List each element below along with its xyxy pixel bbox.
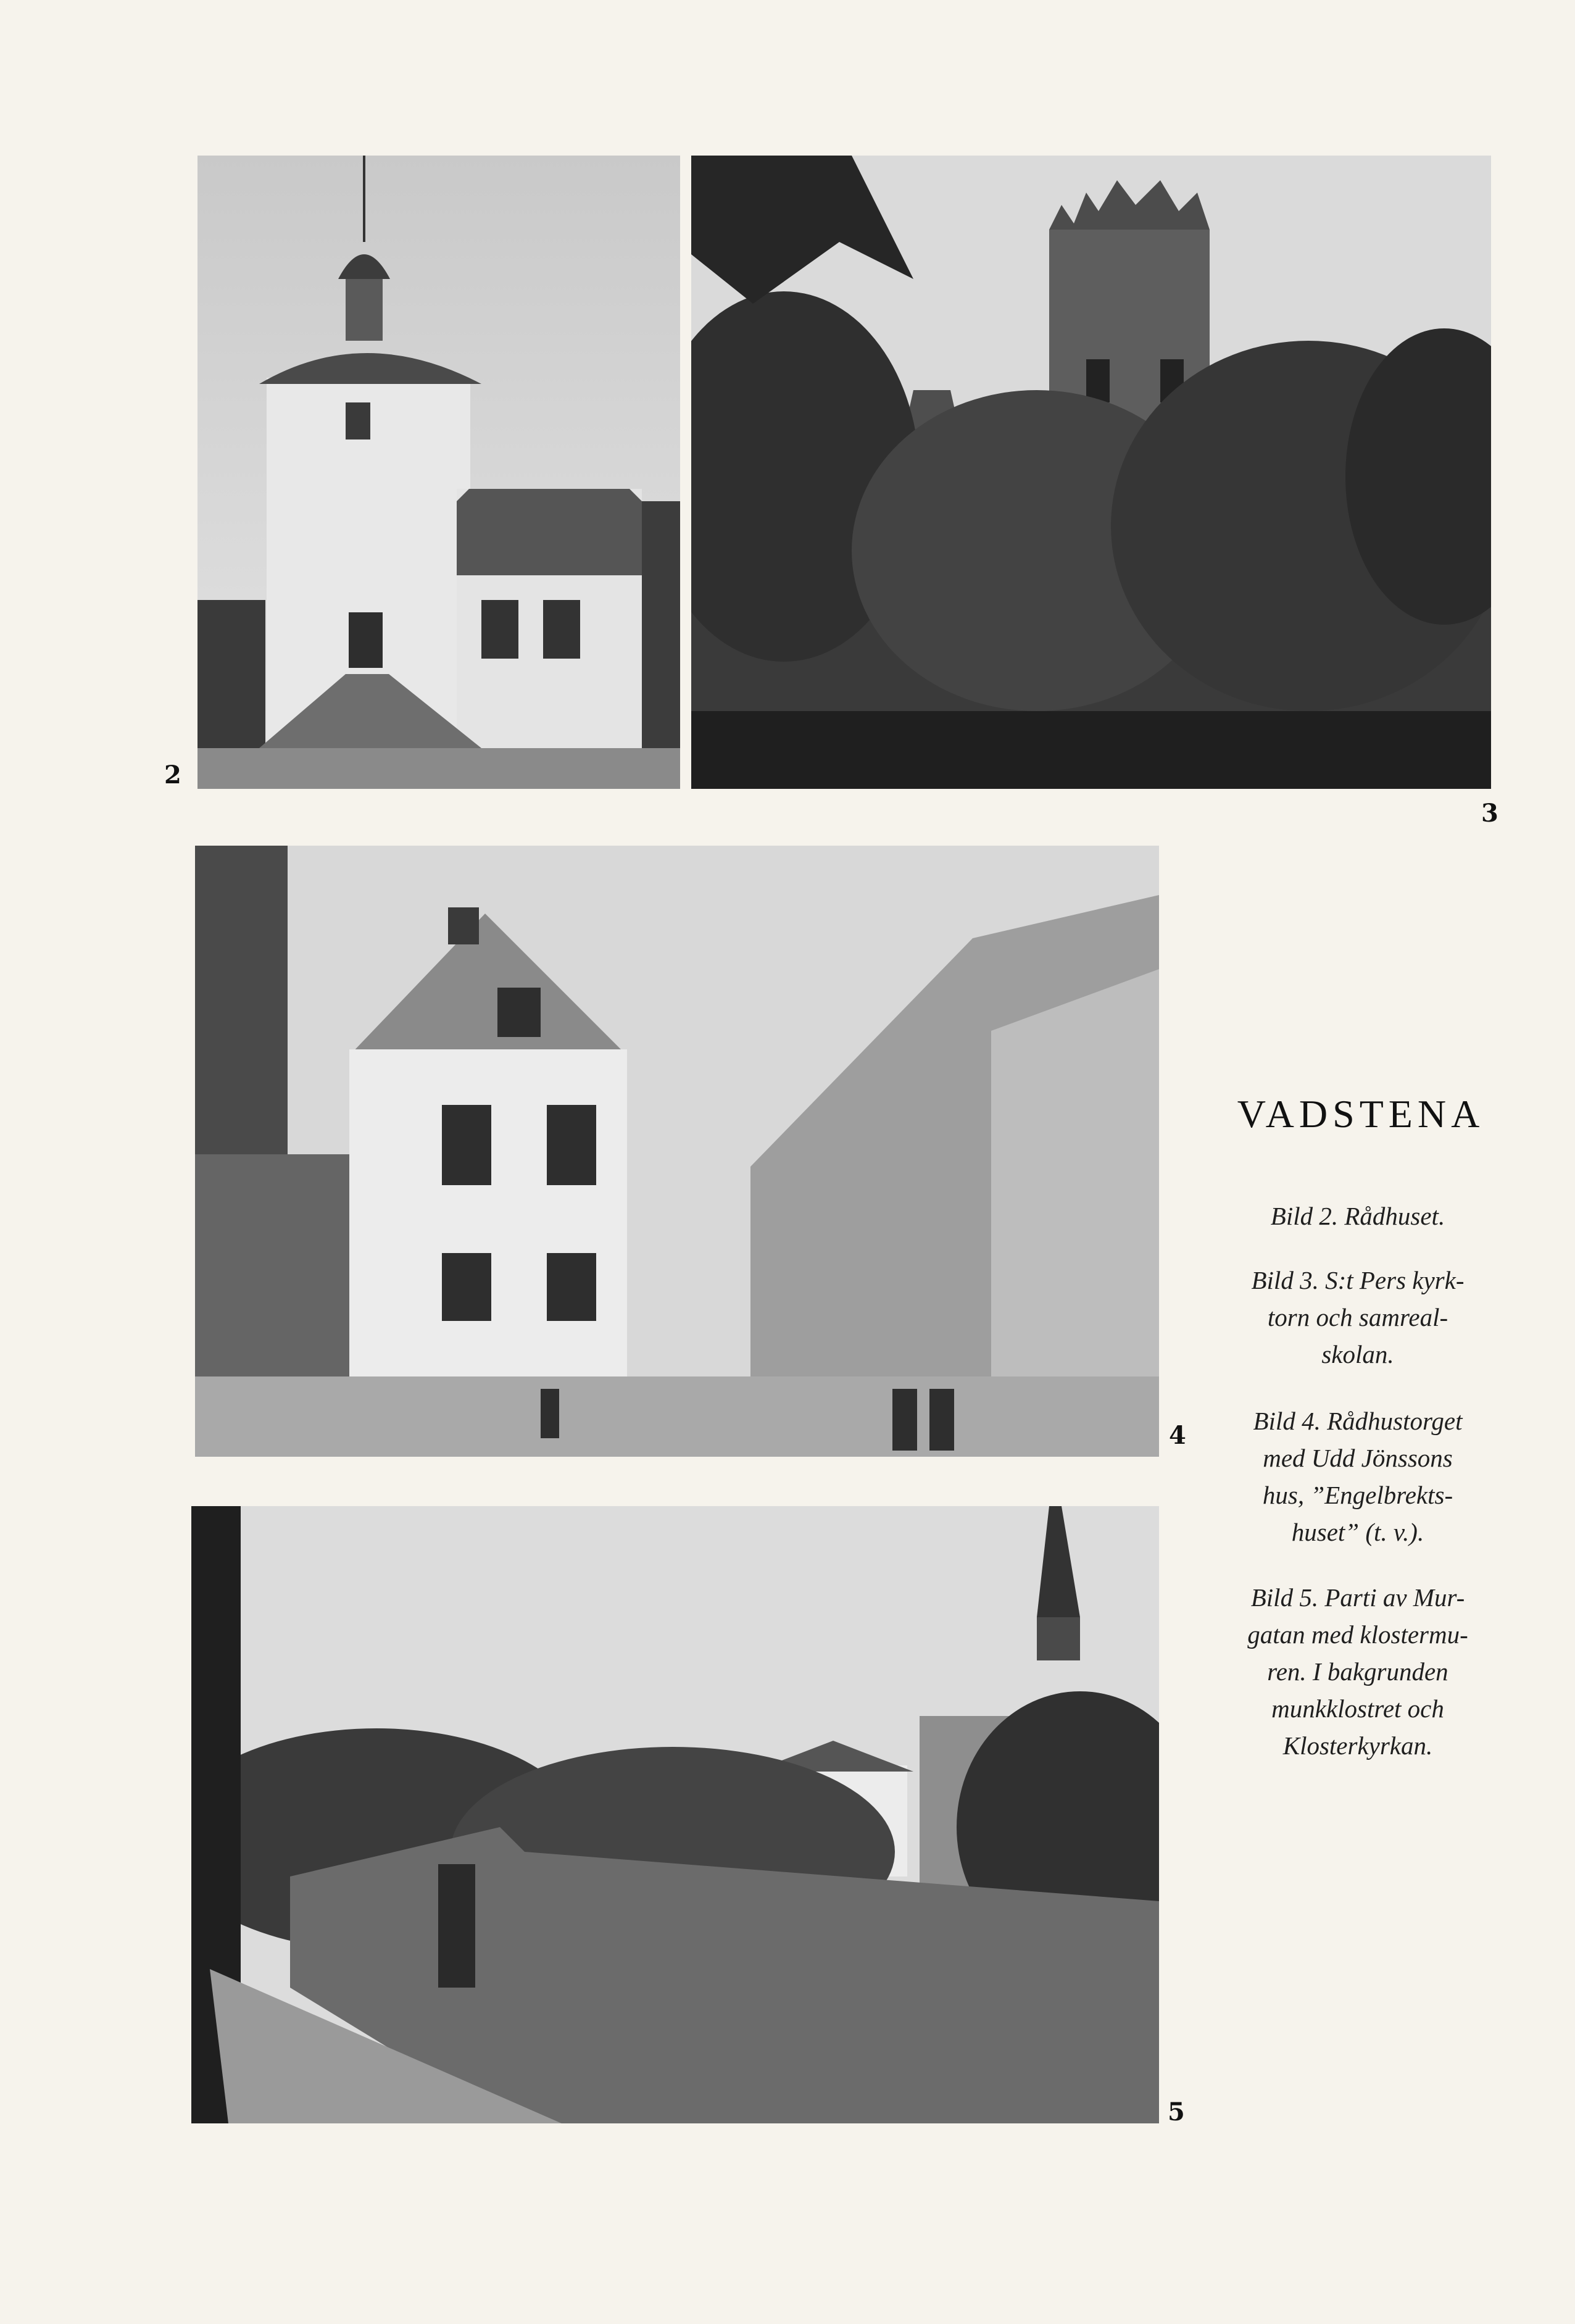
photo-radhuset	[197, 156, 680, 789]
photo-st-pers-kyrktorn	[691, 156, 1491, 789]
caption-bild-2-line: Bild 2. Rådhuset.	[1270, 1202, 1445, 1230]
caption-bild-3	[1207, 1262, 1509, 1373]
photo-murgatan	[191, 1506, 1159, 2123]
caption-bild-4-line-2: med Udd Jönssons	[1263, 1444, 1453, 1472]
caption-bild-4-line-1: Bild 4. Rådhustorget	[1253, 1407, 1463, 1435]
figure-number-2: 2	[164, 760, 181, 789]
caption-bild-4-line-3: hus, ”Engelbrekts-	[1262, 1481, 1453, 1509]
caption-bild-5-line-2: gatan med klostermu-	[1247, 1620, 1468, 1649]
caption-bild-2	[1207, 1197, 1509, 1235]
figure-number-3: 3	[1481, 799, 1498, 828]
figure-number-4: 4	[1169, 1421, 1186, 1450]
caption-bild-5-line-3: ren. I bakgrunden	[1267, 1657, 1448, 1686]
caption-bild-5-line-4: munkklostret och	[1271, 1694, 1444, 1723]
photo-radhustorget	[195, 846, 1159, 1457]
caption-bild-3-line-3: skolan.	[1321, 1340, 1394, 1368]
caption-bild-4	[1207, 1402, 1509, 1551]
page-title: VADSTENA	[1237, 1092, 1485, 1136]
caption-bild-5-line-1: Bild 5. Parti av Mur-	[1250, 1583, 1465, 1612]
figure-number-5: 5	[1168, 2097, 1185, 2126]
caption-bild-3-line-1: Bild 3. S:t Pers kyrk-	[1251, 1266, 1465, 1294]
caption-bild-3-line-2: torn och samreal-	[1267, 1303, 1448, 1331]
caption-bild-5	[1207, 1579, 1509, 1764]
caption-bild-4-line-4: huset” (t. v.).	[1291, 1518, 1424, 1546]
caption-bild-5-line-5: Klosterkyrkan.	[1282, 1731, 1433, 1760]
